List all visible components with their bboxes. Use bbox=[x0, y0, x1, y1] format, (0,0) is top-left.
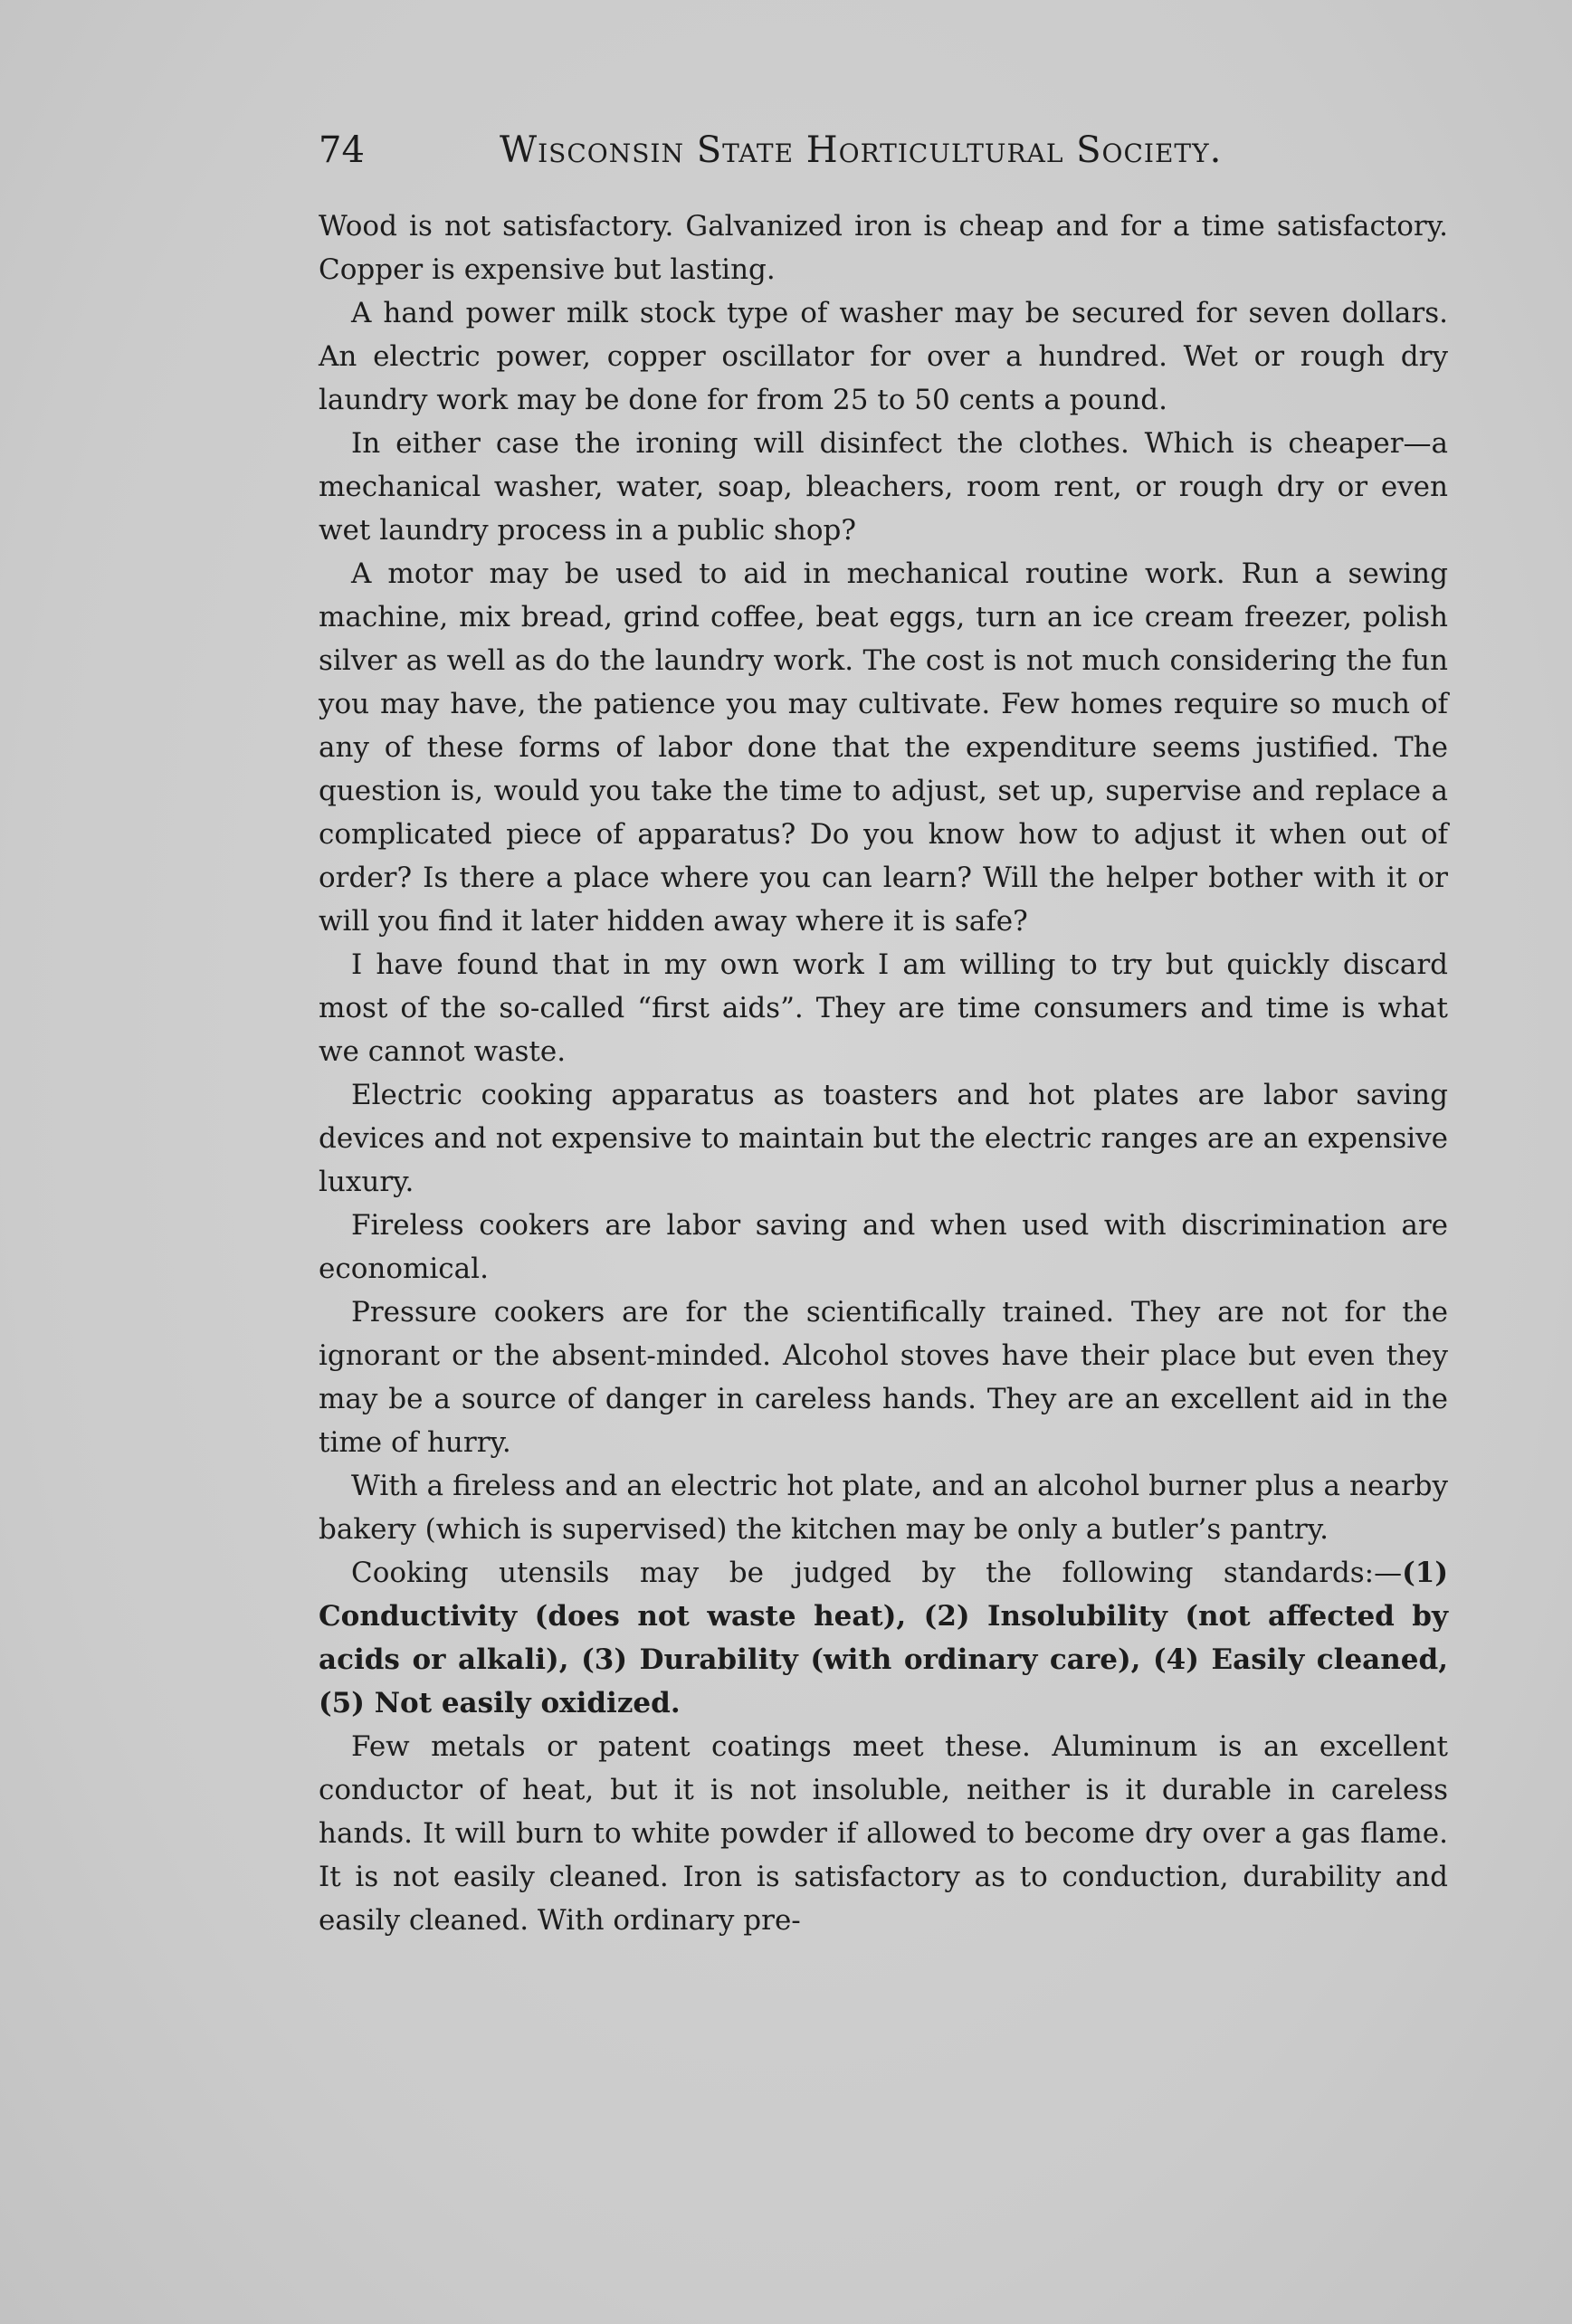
paragraph-wood: Wood is not satisfactory. Galvanized iron is cheap and for a time satisfactory. Copper is expensive but lasting. bbox=[319, 210, 1448, 286]
running-head: Wisconsin State Horticultural Society. bbox=[500, 129, 1223, 171]
paragraph-pressure-cookers: Pressure cookers are for the scientifically trained. They are not for the ignorant or the absent-minded. Alcohol stoves have their place but even they may be a source of danger in careless hands. They are an excellent aid in the time of hurry. bbox=[319, 1296, 1448, 1459]
page-header bbox=[319, 121, 1278, 179]
paragraph-utensil-standards bbox=[319, 1551, 1448, 1725]
paragraph-fireless-hot-plate: With a fireless and an electric hot plate, and an alcohol burner plus a nearby bakery (which is supervised) the kitchen may be only a butler’s pantry. bbox=[319, 1470, 1448, 1546]
paragraph-electric-cooking: Electric cooking apparatus as toasters and hot plates are labor saving devices and not expensive to maintain but the electric ranges are an expensive luxury. bbox=[319, 1079, 1448, 1198]
paragraph-ironing: In either case the ironing will disinfect the clothes. Which is cheaper—a mechanical washer, water, soap, bleachers, room rent, or rough dry or even wet laundry process in a public shop? bbox=[319, 427, 1448, 547]
paragraph-washer: A hand power milk stock type of washer may be secured for seven dollars. An electric power, copper oscillator for over a hundred. Wet or rough dry laundry work may be done for from 25 to 50 cents a pound. bbox=[319, 297, 1448, 416]
paragraph-first-aids: I have found that in my own work I am willing to try but quickly discard most of the so-called “first aids”. They are time consumers and time is what we cannot waste. bbox=[319, 948, 1448, 1068]
body-text bbox=[319, 205, 1448, 1942]
paragraph-metals: Few metals or patent coatings meet these. Aluminum is an excellent conductor of heat, but it is not insoluble, neither is it durable in careless hands. It will burn to white powder if allowed to become dry over a gas flame. It is not easily cleaned. Iron is satisfactory as to conduction, durability and easily cleaned. With ordinary pre- bbox=[319, 1730, 1448, 1937]
page-number: 74 bbox=[319, 129, 365, 171]
standards-lead: Cooking utensils may be judged by the following standards:— bbox=[351, 1557, 1403, 1589]
standards-list: (1) Conductivity (does not waste heat), (2) Insolubility (not affected by acids or alkali), (3) Durability (with ordinary care), (4) Easily cleaned, (5) Not easily oxidized. bbox=[319, 1557, 1448, 1719]
paragraph-fireless-cookers: Fireless cookers are labor saving and when used with discrimination are economical. bbox=[319, 1209, 1448, 1285]
paragraph-motor: A motor may be used to aid in mechanical routine work. Run a sewing machine, mix bread, grind coffee, beat eggs, turn an ice cream freezer, polish silver as well as do the laundry work. The cost is not much considering the fun you may have, the patience you may cultivate. Few homes require so much of any of these forms of labor done that the expenditure seems justified. The question is, would you take the time to adjust, set up, supervise and replace a complicated piece of apparatus? Do you know how to adjust it when out of order? Is there a place where you can learn? Will the helper bother with it or will you find it later hidden away where it is safe? bbox=[319, 557, 1448, 938]
